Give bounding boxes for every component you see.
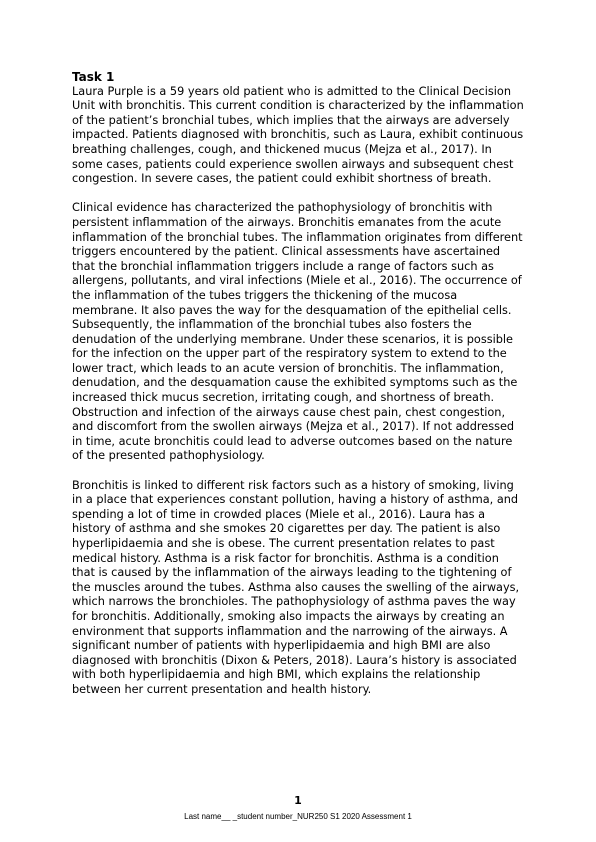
task-heading: Task 1 — [72, 70, 115, 84]
paragraph-pathophysiology: Clinical evidence has characterized the pathophysiology of bronchitis with persistent inflammation of the airways. Bronchitis emanates from the acute inflammation of the bronchial tubes. The inflammation originates from different triggers encountered by the patient. Clinical assessments have ascertained that the bronchial inflammation triggers include a range of factors such as allergens, pollutants, and viral infections (Miele et al., 2016). The occurrence of the inflammation of the tubes triggers the thickening of the mucosa membrane. It also paves the way for the desquamation of the epithelial cells. Subsequently, the inflammation of the bronchial tubes also fosters the denudation of the underlying membrane. Under these scenarios, it is possible for the infection on the upper part of the respiratory system to extend to the lower tract, which leads to an acute version of bronchitis. The inflammation, denudation, and the desquamation cause the exhibited symptoms such as the increased thick mucus secretion, irritating cough, and shortness of breath. Obstruction and infection of the airways cause chest pain, chest congestion, and discomfort from the swollen airways (Mejza et al., 2017). If not addressed in time, acute bronchitis could lead to adverse outcomes based on the nature of the presented pathophysiology. — [72, 201, 523, 463]
paragraph-risk-factors: Bronchitis is linked to different risk factors such as a history of smoking, living in a place that experiences constant pollution, having a history of asthma, and spending a lot of time in crowded places (Miele et al., 2016). Laura has a history of asthma and she smokes 20 cigarettes per day. The patient is also hyperlipidaemia and she is obese. The current presentation relates to past medical history. Asthma is a risk factor for bronchitis. Asthma is a condition that is caused by the inflammation of the airways leading to the tightening of the muscles around the tubes. Asthma also causes the swelling of the airways, which narrows the bronchioles. The pathophysiology of asthma paves the way for bronchitis. Additionally, smoking also impacts the airways by creating an environment that supports inflammation and the narrowing of the airways. A significant number of patients with hyperlipidaemia and high BMI are also diagnosed with bronchitis (Dixon & Peters, 2018). Laura’s history is associated with both hyperlipidaemia and high BMI, which explains the relationship between her current presentation and health history. — [72, 478, 520, 696]
document-body — [72, 70, 524, 698]
paragraph-case-overview: Laura Purple is a 59 years old patient who is admitted to the Clinical Decision Unit with bronchitis. This current condition is characterized by the inflammation of the patient’s bronchial tubes, which implies that the airways are adversely impacted. Patients diagnosed with bronchitis, such as Laura, exhibit continuous breathing challenges, cough, and thickened mucus (Mejza et al., 2017). In some cases, patients could experience swollen airways and subsequent chest congestion. In severe cases, the patient could exhibit shortness of breath. — [72, 84, 524, 186]
page-number: 1 — [294, 794, 302, 807]
page-footer: Last name__ _student number_NUR250 S1 2020 Assessment 1 — [184, 812, 412, 821]
